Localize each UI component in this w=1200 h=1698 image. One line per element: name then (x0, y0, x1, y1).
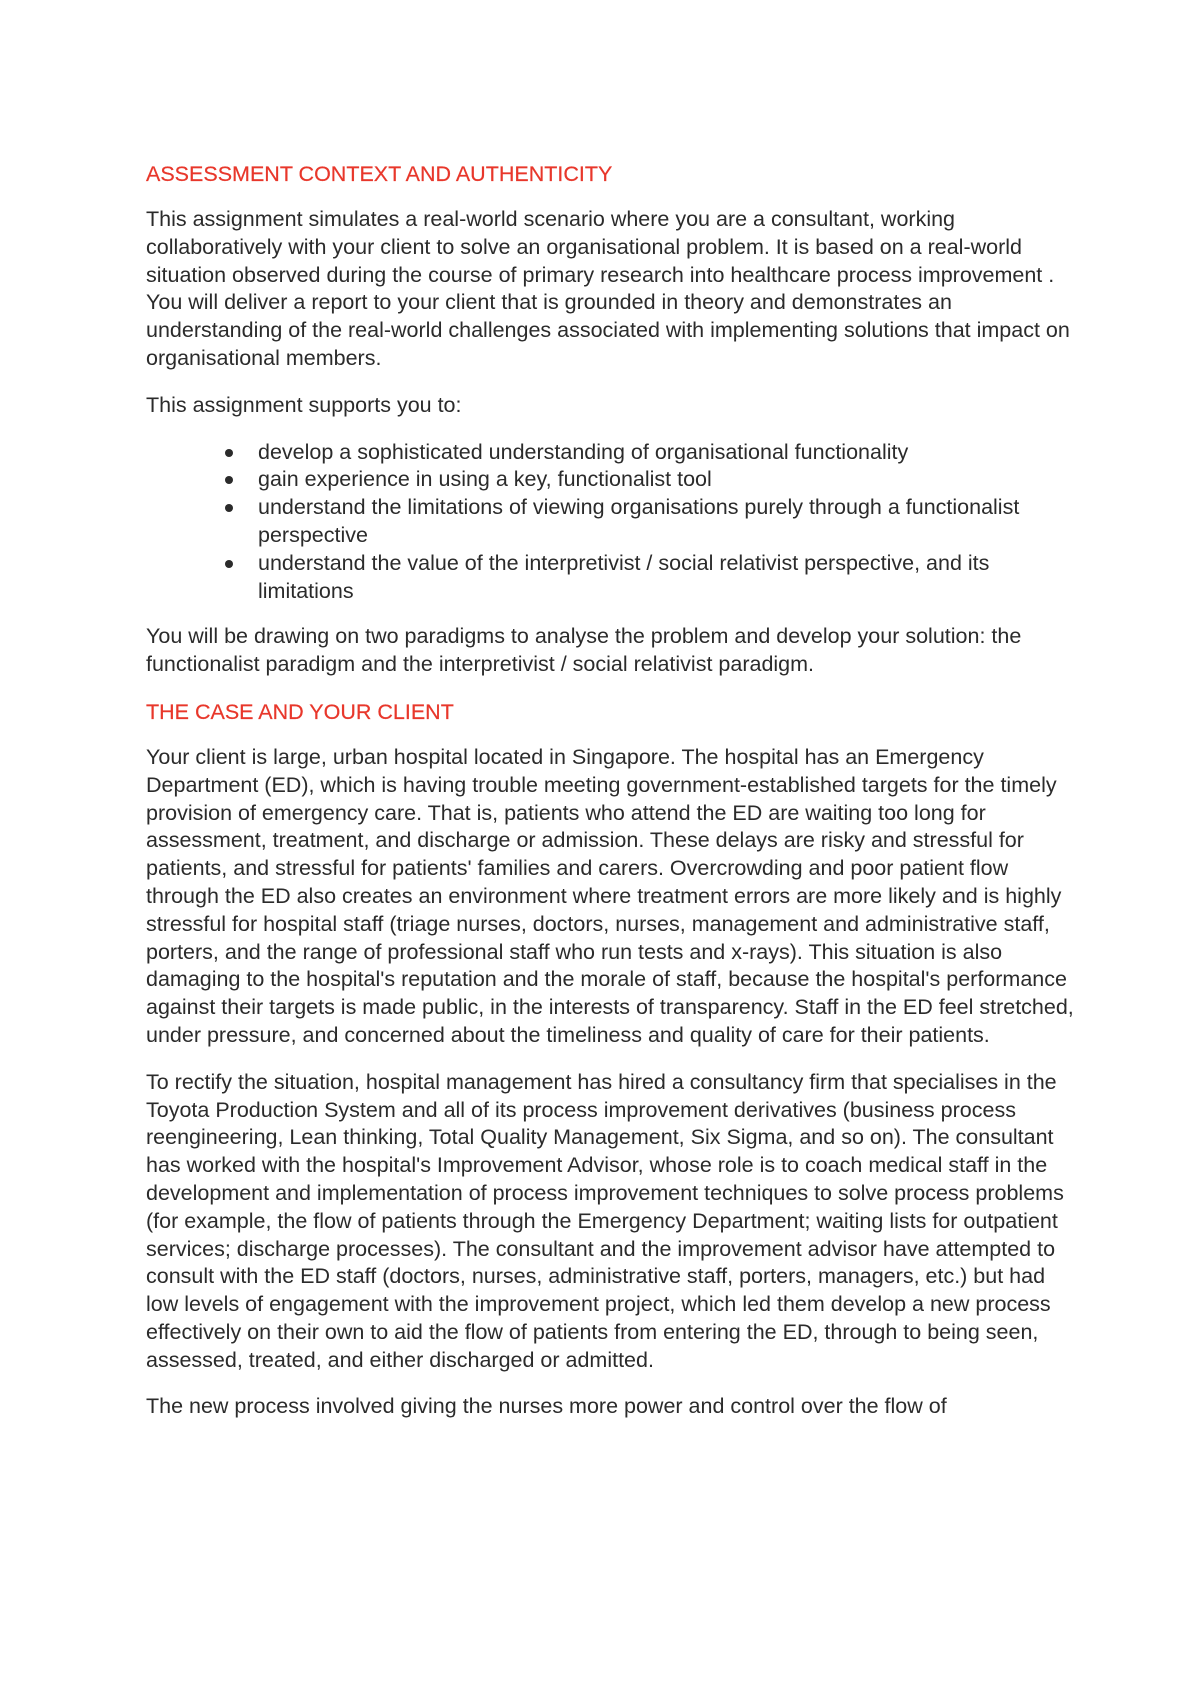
supports-lead-paragraph: This assignment supports you to: (146, 392, 462, 417)
bullet-icon (225, 504, 233, 512)
list-item-text: develop a sophisticated understanding of organisational functionality (258, 439, 909, 464)
document-page (146, 160, 1076, 1440)
list-item-text: understand the value of the interpretivist / social relativist perspective, and its limitations (258, 550, 990, 603)
list-item-text: gain experience in using a key, functionalist tool (258, 467, 712, 492)
section-heading-assessment: ASSESSMENT CONTEXT AND AUTHENTICITY (146, 162, 613, 186)
paradigms-paragraph: You will be drawing on two paradigms to analyse the problem and develop your solution: the functionalist paradigm and the interpretivist / social relativist paradigm. (146, 624, 1022, 677)
bullet-icon (225, 560, 233, 568)
section-heading-case: THE CASE AND YOUR CLIENT (146, 699, 454, 724)
list-item (146, 439, 1076, 467)
case-paragraph-2: To rectify the situation, hospital management has hired a consultancy firm that specialises in the Toyota Production System and all of its process improvement derivatives (business process reengineering, Lean thinking, Total Quality Management, Six Sigma, and so on). The consultant has worked with the hospital's Improvement Advisor, whose role is to coach medical staff in the development and implementation of process improvement techniques to solve process problems (for example, the flow of patients through the Emergency Department; waiting lists for outpatient services; discharge processes). The consultant and the improvement advisor have attempted to consult with the ED staff (doctors, nurses, administrative staff, porters, managers, etc.) but had low levels of engagement with the improvement project, which led them develop a new process effectively on their own to aid the flow of patients from entering the ED, through to being seen, assessed, treated, and either discharged or admitted. (146, 1069, 1064, 1372)
intro-paragraph: This assignment simulates a real-world scenario where you are a consultant, working collaboratively with your client to solve an organisational problem. It is based on a real-world situation observed during the course of primary research into healthcare process improvement . You will deliver a report to your client that is grounded in theory and demonstrates an understanding of the real-world challenges associated with implementing solutions that impact on organisational members. (146, 207, 1070, 370)
list-item (146, 494, 1076, 550)
list-item (146, 550, 1076, 606)
list-item-text: understand the limitations of viewing organisations purely through a functionalist perspective (258, 495, 1020, 547)
bullet-icon (225, 449, 233, 457)
objectives-list (146, 439, 1076, 606)
case-paragraph-1: Your client is large, urban hospital located in Singapore. The hospital has an Emergency Department (ED), which is having trouble meeting government-established targets for the timely provision of emergency care. That is, patients who attend the ED are waiting too long for assessment, treatment, and discharge or admission. These delays are risky and stressful for patients, and stressful for patients' families and carers. Overcrowding and poor patient flow through the ED also creates an environment where treatment errors are more likely and is highly stressful for hospital staff (triage nurses, doctors, nurses, management and administrative staff, porters, and the range of professional staff who run tests and x-rays). This situation is also damaging to the hospital's reputation and the morale of staff, because the hospital's performance against their targets is made public, in the interests of transparency. Staff in the ED feel stretched, under pressure, and concerned about the timeliness and quality of care for their patients. (146, 744, 1074, 1047)
case-paragraph-3: The new process involved giving the nurses more power and control over the flow of (146, 1394, 947, 1419)
bullet-icon (225, 476, 233, 484)
list-item (146, 466, 1076, 494)
